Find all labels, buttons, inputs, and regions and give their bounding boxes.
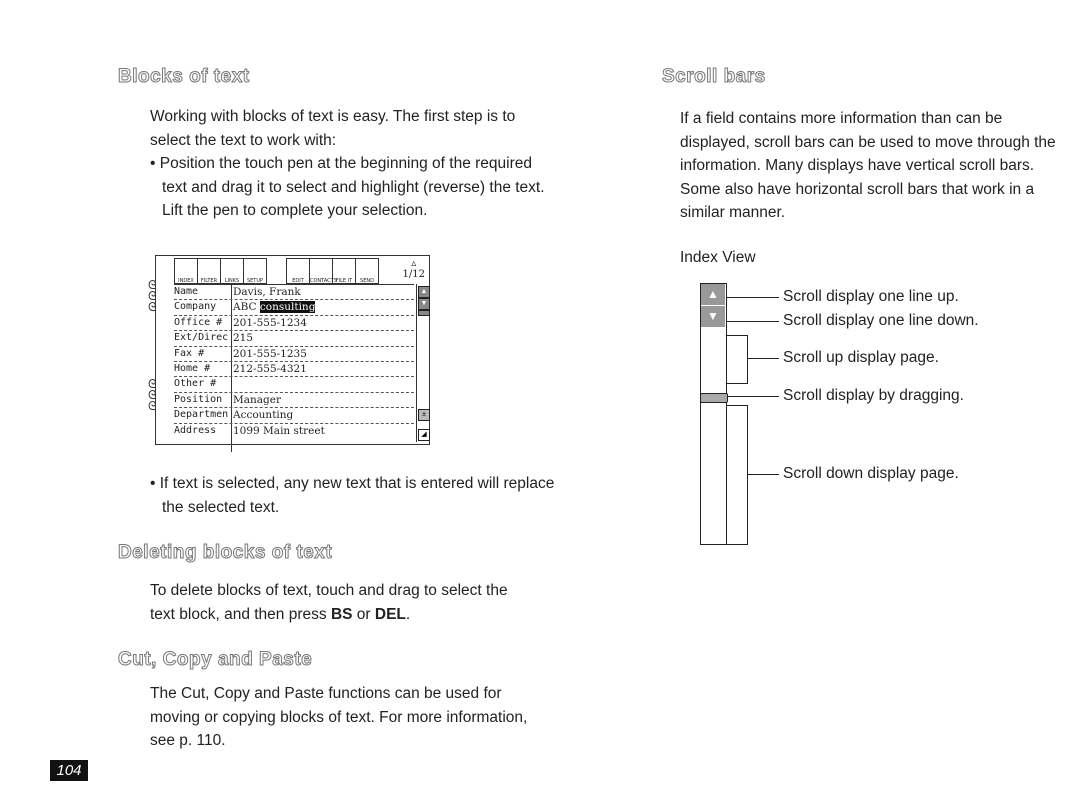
field-value: 215 — [233, 332, 254, 345]
heading-scroll-bars: Scroll bars — [662, 66, 766, 87]
blocks-intro: Working with blocks of text is easy. The first step is to select the text to work with: — [150, 108, 516, 149]
field-value: 1099 Main street — [233, 424, 325, 437]
field-row — [174, 362, 414, 377]
field-row — [174, 285, 414, 300]
field-row — [174, 424, 414, 452]
del-key: DEL — [374, 605, 406, 623]
field-value: 201-555-1234 — [233, 316, 307, 329]
deleting-or: or — [352, 605, 375, 623]
label-line-up: Scroll display one line up. — [783, 288, 959, 305]
field-row — [174, 393, 414, 408]
heading-cut-copy-paste: Cut, Copy and Paste — [118, 649, 313, 670]
links-icon: LINKS — [220, 258, 244, 284]
field-row — [174, 316, 414, 331]
scroll-up-icon: ▲ — [418, 286, 430, 298]
deleting-end: . — [405, 605, 411, 623]
field-value: 201-555-1235 — [233, 347, 307, 360]
record-fields — [174, 284, 414, 452]
scroll-bars-body: If a field contains more information than can be displayed, scroll bars can be used to move through the information. Many displays have vertical scroll bars. Some also have horizontal scroll bars that work in a similar manner. — [680, 110, 1056, 221]
filter-icon: FILTER — [197, 258, 221, 284]
leader-line — [727, 321, 779, 322]
blocks-bullet-1: • Position the touch pen at the beginning of the required text and drag it to select and highlight (reverse) the text. Lift the pen to complete your selection. — [150, 155, 545, 219]
heading-blocks-of-text: Blocks of text — [118, 66, 250, 87]
leader-line — [748, 358, 779, 359]
field-value: Accounting — [233, 409, 294, 422]
deleting-text: To delete blocks of text, touch and drag to select the text block, and then press — [150, 582, 508, 623]
setup-icon: SETUP — [243, 258, 267, 284]
deleting-body — [150, 579, 530, 626]
field-value — [232, 377, 233, 391]
scroll-thumb-icon — [418, 310, 430, 316]
field-row — [174, 377, 414, 392]
index-screen-illustration — [155, 255, 430, 445]
pen-icon: ◢ — [418, 429, 430, 441]
bs-key: BS — [330, 605, 353, 623]
field-label: Name — [174, 285, 232, 299]
field-label: Company — [174, 300, 232, 314]
field-label: Ext/Direc — [174, 331, 232, 345]
label-line-down: Scroll display one line down. — [783, 312, 979, 329]
page-up-bracket — [727, 335, 748, 384]
figure-title: Index View — [680, 249, 756, 266]
scroll-up-arrow-icon: ▲ — [701, 284, 725, 305]
contacts-icon: CONTACTS — [309, 258, 333, 284]
field-label: Home # — [174, 362, 232, 376]
field-value: Manager — [233, 393, 281, 406]
vertical-scrollbar — [416, 284, 429, 442]
field-label: Office # — [174, 316, 232, 330]
binder-rings-icon: ᘓ ᘓ ᘓ ᘓ ᘓ ᘓ — [148, 278, 157, 413]
edit-icon: EDIT — [286, 258, 310, 284]
field-value: 212-555-4321 — [233, 362, 307, 375]
field-row — [174, 408, 414, 423]
index-icon: INDEX — [174, 258, 198, 284]
field-value — [232, 300, 315, 314]
label-page-down: Scroll down display page. — [783, 465, 959, 482]
scrollbar-diagram — [700, 283, 752, 545]
page-number: 104 — [50, 760, 88, 781]
leader-line — [727, 297, 779, 298]
page-down-bracket — [727, 405, 748, 545]
leader-line — [748, 474, 779, 475]
field-label: Other # — [174, 377, 232, 391]
field-label: Address — [174, 424, 232, 452]
field-label: Departmen — [174, 408, 232, 422]
blocks-bullet-2: • If text is selected, any new text that is entered will replace the selected text. — [150, 475, 555, 516]
scroll-down-arrow-icon: ▼ — [701, 306, 725, 327]
send-icon: SEND — [355, 258, 379, 284]
page-counter: ▵ 1/12 — [402, 258, 425, 280]
selected-text: consulting — [259, 301, 316, 314]
scroll-thumb-icon — [700, 393, 728, 403]
page-counter-text: 1/12 — [402, 269, 425, 280]
scroll-down-icon: ▼ — [418, 298, 430, 310]
leader-line — [727, 396, 779, 397]
field-label: Fax # — [174, 347, 232, 361]
file-it-icon: FILE IT — [332, 258, 356, 284]
field-value: Davis, Frank — [233, 286, 301, 298]
field-row — [174, 300, 414, 315]
field-row — [174, 331, 414, 346]
label-drag: Scroll display by dragging. — [783, 387, 964, 404]
heading-deleting: Deleting blocks of text — [118, 542, 333, 563]
label-page-up: Scroll up display page. — [783, 349, 939, 366]
field-label: Position — [174, 393, 232, 407]
zoom-icon: ± — [418, 409, 430, 421]
toolbar — [174, 258, 425, 284]
field-row — [174, 347, 414, 362]
field-value-plain: ABC — [233, 301, 260, 314]
cut-body: The Cut, Copy and Paste functions can be used for moving or copying blocks of text. For more information, see p. 110. — [150, 685, 528, 749]
